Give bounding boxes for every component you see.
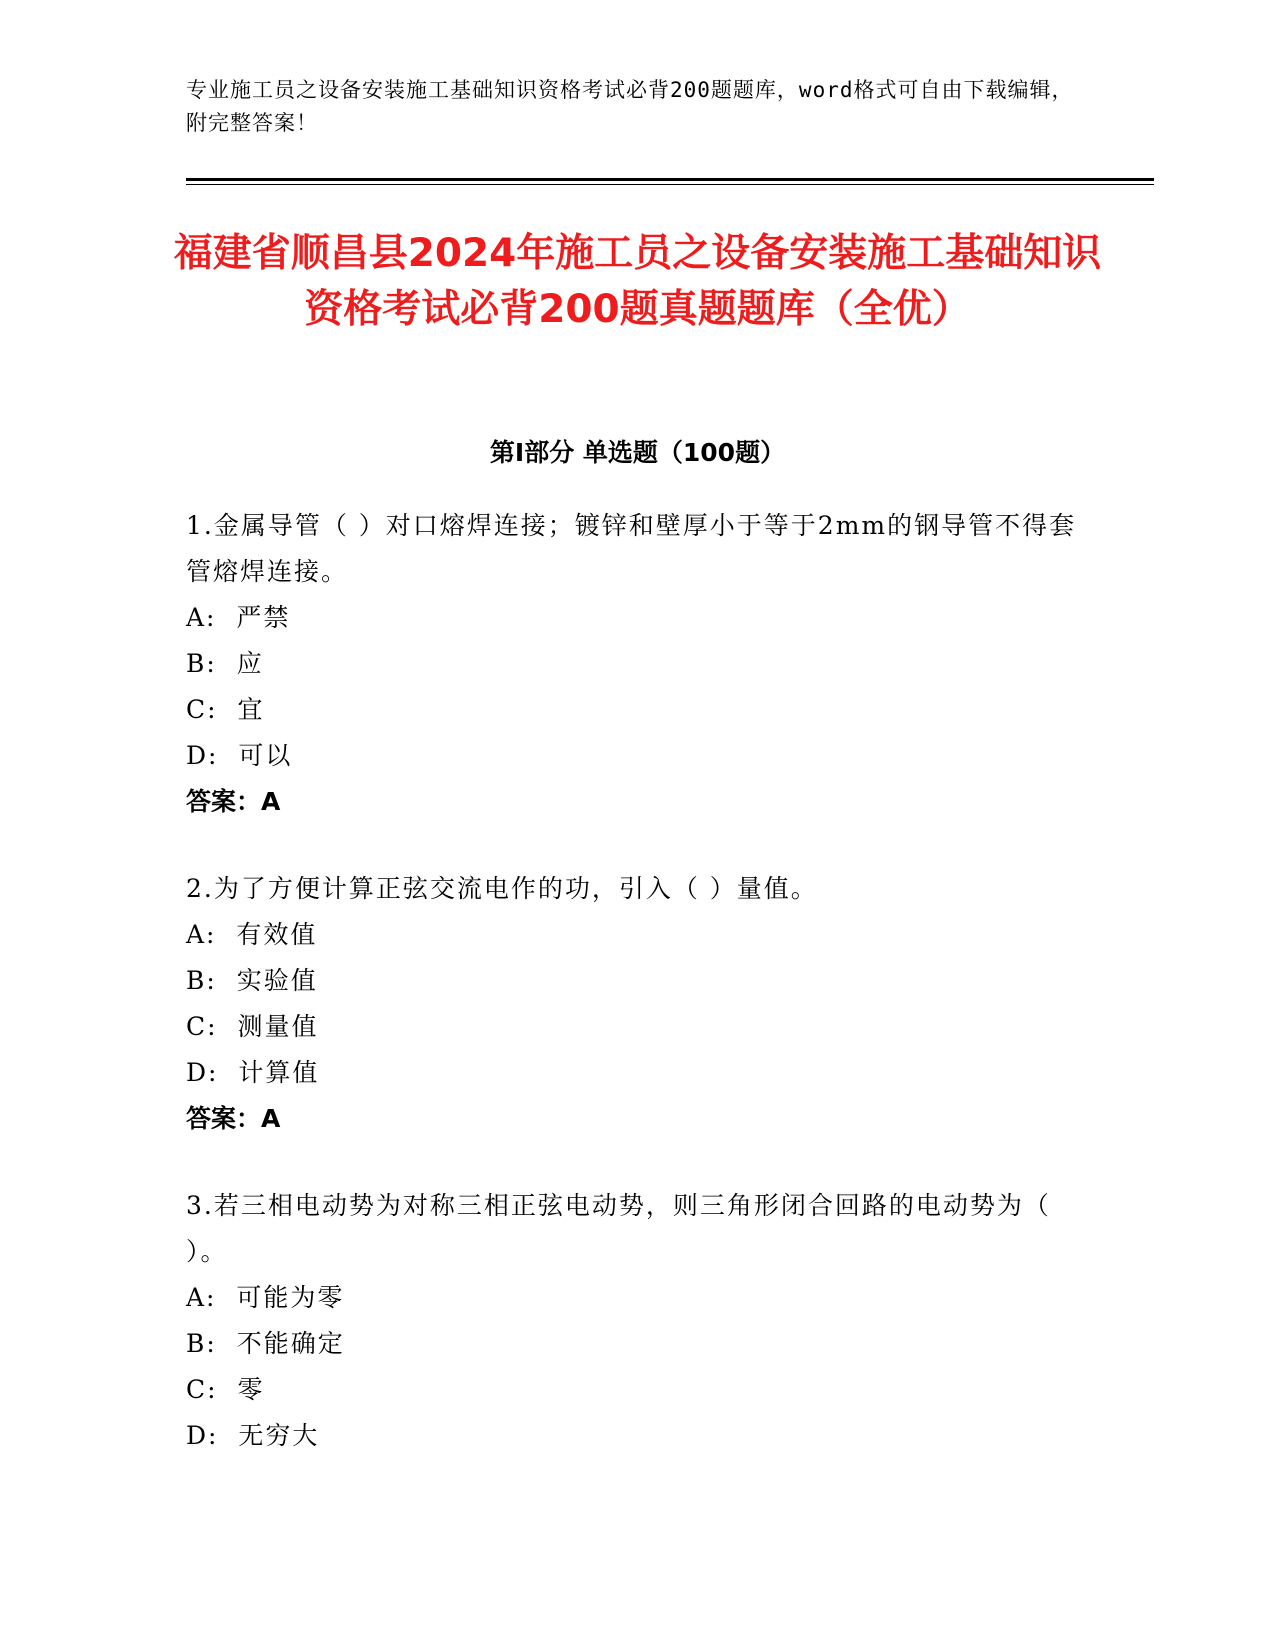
option-b: B: 实验值 xyxy=(186,966,318,995)
question-3 xyxy=(186,1183,1086,1459)
section-heading: 第Ⅰ部分 单选题（100题） xyxy=(489,438,786,467)
answer: 答案：A xyxy=(186,787,281,816)
option-c: C: 宜 xyxy=(186,695,265,724)
question-1 xyxy=(186,503,1086,825)
option-a: A: 有效值 xyxy=(186,920,318,949)
option-c: C: 零 xyxy=(186,1375,265,1404)
option-a: A: 可能为零 xyxy=(186,1283,345,1312)
document-title: 福建省顺昌县2024年施工员之设备安装施工基础知识资格考试必背200题真题题库（全优） xyxy=(173,231,1102,332)
question-2 xyxy=(186,866,1086,1142)
header-rule-thick xyxy=(186,178,1154,181)
option-d: D: 无穷大 xyxy=(186,1421,320,1450)
option-d: D: 可以 xyxy=(186,741,293,770)
option-c: C: 测量值 xyxy=(186,1012,319,1041)
option-a: A: 严禁 xyxy=(186,603,291,632)
question-stem: 1.金属导管（ ）对口熔焊连接；镀锌和壁厚小于等于2mm的钢导管不得套管熔焊连接。 xyxy=(186,511,1077,586)
question-stem: 3.若三相电动势为对称三相正弦电动势，则三角形闭合回路的电动势为（ ）。 xyxy=(186,1191,1051,1266)
header-rule-thin xyxy=(186,184,1154,185)
question-stem: 2.为了方便计算正弦交流电作的功，引入（ ）量值。 xyxy=(186,874,818,903)
option-d: D: 计算值 xyxy=(186,1058,320,1087)
option-b: B: 不能确定 xyxy=(186,1329,345,1358)
option-b: B: 应 xyxy=(186,649,264,678)
header-note: 专业施工员之设备安装施工基础知识资格考试必背200题题库，word格式可自由下载编辑，附完整答案！ xyxy=(186,78,1074,135)
answer: 答案：A xyxy=(186,1104,281,1133)
